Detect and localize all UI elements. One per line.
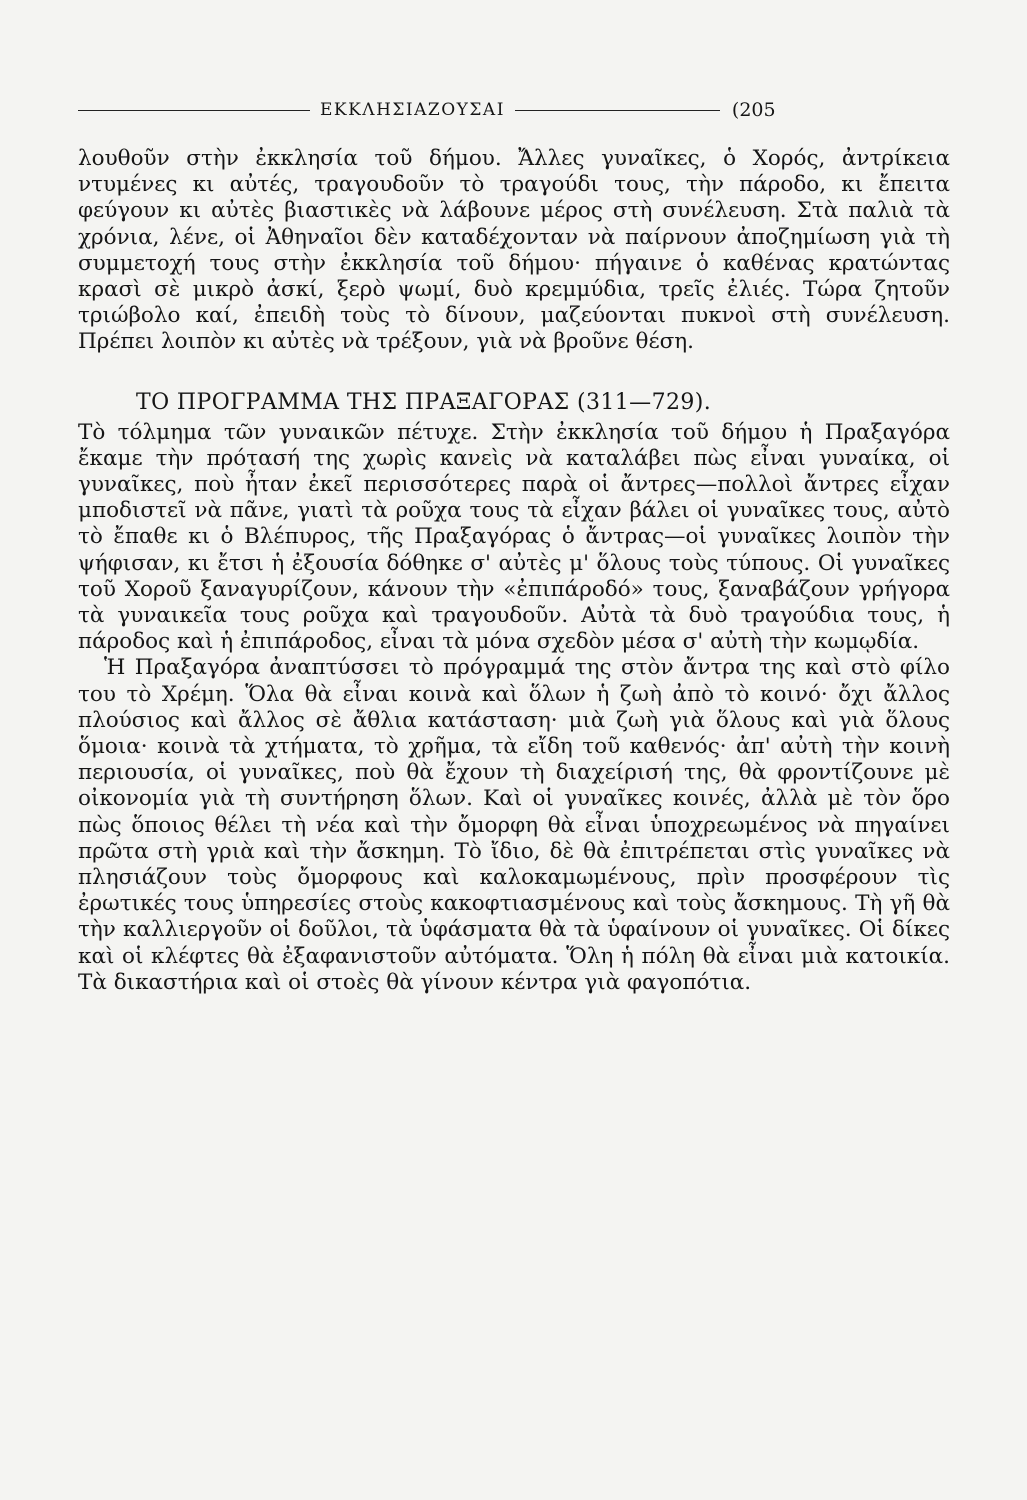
- running-head: [78, 92, 950, 128]
- running-head-rule-left: [78, 110, 310, 111]
- running-head-rule-right: [515, 110, 720, 111]
- book-page: [78, 92, 950, 996]
- section-heading: ΤΟ ΠΡΟΓΡΑΜΜΑ ΤΗΣ ΠΡΑΞΑΓΟΡΑΣ (311—729).: [136, 389, 712, 415]
- paragraph: Τὸ τόλμημα τῶν γυναικῶν πέτυχε. Στὴν ἐκκλησία τοῦ δήμου ἡ Πραξαγόρα ἔκαμε τὴν πρότασή της χωρὶς κανεὶς νὰ καταλάβει πὼς εἶναι γυναίκα, οἱ γυναῖκες, ποὺ ἦταν ἐκεῖ περισσότερες παρὰ οἱ ἄντρες—πολλοὶ ἄντρες εἶχαν μποδιστεῖ νὰ πᾶνε, γιατὶ τὰ ροῦχα τους τὰ εἶχαν βάλει οἱ γυναῖκες τους, αὐτὸ τὸ ἔπαθε κι ὁ Βλέπυρος, τῆς Πραξαγόρας ὁ ἄντρας—οἱ γυναῖκες λοιπὸν τὴν ψήφισαν, κι ἔτσι ἡ ἐξουσία δόθηκε σ' αὐτὲς μ' ὅλους τοὺς τύπους. Οἱ γυναῖκες τοῦ Χοροῦ ξαναγυρίζουν, κάνουν τὴν «ἐπιπάροδό» τους, ξαναβάζουν γρήγορα τὰ γυναικεῖα τους ροῦχα καὶ τραγουδοῦν. Αὐτὰ τὰ δυὸ τραγούδια τους, ἡ πάροδος καὶ ἡ ἐπιπάροδος, εἶναι τὰ μόνα σχεδὸν μέσα σ' αὐτὴ τὴν κωμῳδία.: [78, 419, 950, 655]
- running-head-title: ΕΚΚΛΗΣΙΑΖΟΥΣΑΙ: [320, 100, 505, 120]
- paragraph: Ἡ Πραξαγόρα ἀναπτύσσει τὸ πρόγραμμά της στὸν ἄντρα της καὶ στὸ φίλο του τὸ Χρέμη. Ὅλα θὰ εἶναι κοινὰ καὶ ὅλων ἡ ζωὴ ἀπὸ τὸ κοινό· ὄχι ἄλλος πλούσιος καὶ ἄλλος σὲ ἄθλια κατάσταση· μιὰ ζωὴ γιὰ ὅλους καὶ γιὰ ὅλους ὅμοια· κοινὰ τὰ χτήματα, τὸ χρῆμα, τὰ εἴδη τοῦ καθενός· ἀπ' αὐτὴ τὴν κοινὴ περιουσία, οἱ γυναῖκες, ποὺ θὰ ἔχουν τὴ διαχείρισή της, θὰ φροντίζουνε μὲ οἰκονομία γιὰ τὴ συντήρηση ὅλων. Καὶ οἱ γυναῖκες κοινές, ἀλλὰ μὲ τὸν ὅρο πὼς ὅποιος θέλει τὴ νέα καὶ τὴν ὄμορφη θὰ εἶναι ὑποχρεωμένος νὰ πηγαίνει πρῶτα στὴ γριὰ καὶ τὴν ἄσκημη. Τὸ ἴδιο, δὲ θὰ ἐπιτρέπεται στὶς γυναῖκες νὰ πλησιάζουν τοὺς ὄμορφους καὶ καλοκαμωμένους, πρὶν προσφέρουν τὶς ἐρωτικές τους ὑπηρεσίες στοὺς κακοφτιασμένους καὶ τοὺς ἄσκημους. Τὴ γῆ θὰ τὴν καλλιεργοῦν οἱ δοῦλοι, τὰ ὑφάσματα θὰ τὰ ὑφαίνουν οἱ γυναῖκες. Οἱ δίκες καὶ οἱ κλέφτες θὰ ἐξαφανιστοῦν αὐτόματα. Ὅλη ἡ πόλη θὰ εἶναι μιὰ κατοικία. Τὰ δικαστήρια καὶ οἱ στοὲς θὰ γίνουν κέντρα γιὰ φαγοπότια.: [78, 655, 950, 995]
- body-text: [78, 146, 950, 356]
- body-text-section: [78, 420, 950, 996]
- paragraph-continued: λουθοῦν στὴν ἐκκλησία τοῦ δήμου. Ἄλλες γυναῖκες, ὁ Χορός, ἀντρίκεια ντυμένες κι αὐτές, τραγουδοῦν τὸ τραγούδι τους, τὴν πάροδο, κι ἔπειτα φεύγουν κι αὐτὲς βιαστικὲς νὰ λάβουνε μέρος στὴ συνέλευση. Στὰ παλιὰ τὰ χρόνια, λένε, οἱ Ἀθηναῖοι δὲν καταδέχονταν νὰ παίρνουν ἀποζημίωση γιὰ τὴ συμμετοχή τους στὴν ἐκκλησία τοῦ δήμου· πήγαινε ὁ καθένας κρατώντας κρασὶ σὲ μικρὸ ἀσκί, ξερὸ ψωμί, δυὸ κρεμμύδια, τρεῖς ἐλιές. Τώρα ζητοῦν τριώβολο καί, ἐπειδὴ τοὺς τὸ δίνουν, μαζεύονται πυκνοὶ στὴ συνέλευση. Πρέπει λοιπὸν κι αὐτὲς νὰ τρέξουν, γιὰ νὰ βροῦνε θέση.: [78, 146, 950, 355]
- page-number: (205: [731, 99, 776, 121]
